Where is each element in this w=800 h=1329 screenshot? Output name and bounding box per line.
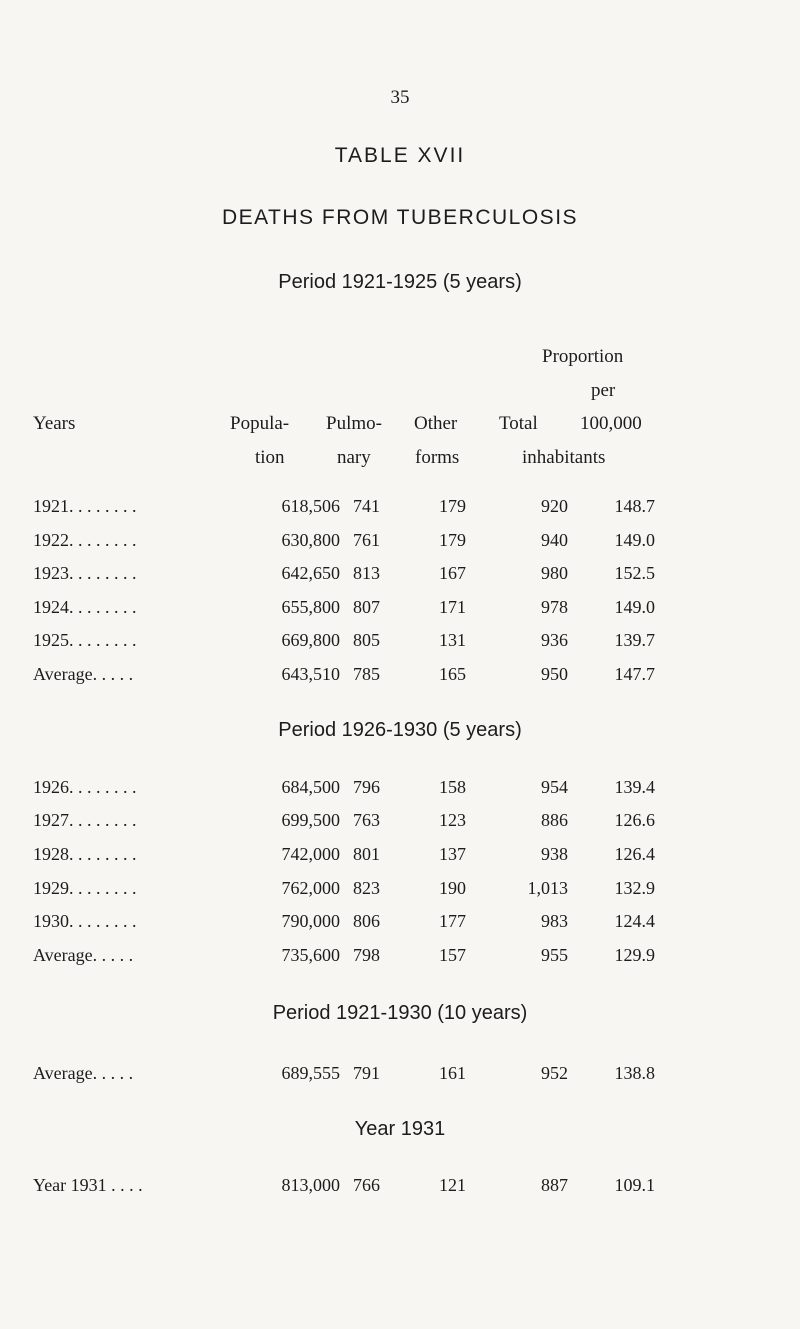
cell-other: 167 xyxy=(439,563,466,583)
table-row xyxy=(0,563,800,589)
cell-total: 955 xyxy=(541,945,568,965)
cell-population: 813,000 xyxy=(281,1175,340,1195)
cell-year: Average. . . . . xyxy=(33,945,134,965)
cell-proportion: 152.5 xyxy=(614,563,655,583)
cell-pulmonary: 807 xyxy=(353,597,380,617)
cell-pulmonary: 766 xyxy=(353,1175,380,1195)
cell-other: 161 xyxy=(439,1063,466,1083)
cell-year: Year 1931 . . . . xyxy=(33,1175,143,1195)
cell-year: 1924. . . . . . . . xyxy=(33,597,137,617)
header-proportion-1: Proportion xyxy=(542,346,624,367)
cell-proportion: 139.7 xyxy=(614,630,655,650)
table-row xyxy=(0,630,800,656)
cell-proportion: 126.4 xyxy=(614,844,655,864)
cell-other: 121 xyxy=(439,1175,466,1195)
page-number: 35 xyxy=(390,87,410,108)
table-title: DEATHS FROM TUBERCULOSIS xyxy=(221,206,579,229)
table-row xyxy=(0,777,800,803)
cell-other: 131 xyxy=(439,630,466,650)
header-population-1: Popula- xyxy=(230,413,290,434)
table-row xyxy=(0,810,800,836)
period-heading-1: Period 1921-1925 (5 years) xyxy=(278,271,522,293)
table-row xyxy=(0,911,800,937)
header-total: Total xyxy=(499,413,538,434)
cell-total: 887 xyxy=(541,1175,568,1195)
cell-pulmonary: 805 xyxy=(353,630,380,650)
cell-year: 1925. . . . . . . . xyxy=(33,630,137,650)
cell-year: 1921. . . . . . . . xyxy=(33,496,137,516)
cell-proportion: 124.4 xyxy=(614,911,655,931)
table-row xyxy=(0,1175,800,1201)
cell-proportion: 126.6 xyxy=(614,810,655,830)
table-row xyxy=(0,878,800,904)
cell-population: 669,800 xyxy=(281,630,340,650)
cell-population: 699,500 xyxy=(281,810,340,830)
table-row xyxy=(0,844,800,870)
cell-proportion: 109.1 xyxy=(614,1175,655,1195)
cell-pulmonary: 798 xyxy=(353,945,380,965)
cell-pulmonary: 761 xyxy=(353,530,380,550)
cell-total: 980 xyxy=(541,563,568,583)
cell-total: 920 xyxy=(541,496,568,516)
header-pulmonary-1: Pulmo- xyxy=(326,413,382,434)
cell-population: 689,555 xyxy=(281,1063,340,1083)
cell-total: 936 xyxy=(541,630,568,650)
cell-other: 179 xyxy=(439,530,466,550)
cell-other: 179 xyxy=(439,496,466,516)
table-row-average xyxy=(0,945,800,971)
cell-other: 157 xyxy=(439,945,466,965)
cell-population: 742,000 xyxy=(281,844,340,864)
table-row-average xyxy=(0,664,800,690)
cell-population: 655,800 xyxy=(281,597,340,617)
cell-population: 630,800 xyxy=(281,530,340,550)
cell-total: 940 xyxy=(541,530,568,550)
cell-year: 1923. . . . . . . . xyxy=(33,563,137,583)
cell-other: 171 xyxy=(439,597,466,617)
cell-other: 123 xyxy=(439,810,466,830)
header-other-1: Other xyxy=(414,413,458,434)
table-row xyxy=(0,496,800,522)
cell-total: 886 xyxy=(541,810,568,830)
cell-pulmonary: 741 xyxy=(353,496,380,516)
period-heading-2: Period 1926-1930 (5 years) xyxy=(278,719,522,741)
cell-year: 1930. . . . . . . . xyxy=(33,911,137,931)
table-row xyxy=(0,530,800,556)
cell-proportion: 148.7 xyxy=(614,496,655,516)
period-heading-3: Period 1921-1930 (10 years) xyxy=(272,1002,528,1024)
cell-total: 952 xyxy=(541,1063,568,1083)
cell-pulmonary: 813 xyxy=(353,563,380,583)
cell-year: 1928. . . . . . . . xyxy=(33,844,137,864)
cell-total: 954 xyxy=(541,777,568,797)
cell-proportion: 149.0 xyxy=(614,530,655,550)
cell-pulmonary: 796 xyxy=(353,777,380,797)
cell-total: 950 xyxy=(541,664,568,684)
header-pulmonary-2: nary xyxy=(337,447,371,468)
cell-other: 165 xyxy=(439,664,466,684)
cell-proportion: 138.8 xyxy=(614,1063,655,1083)
cell-total: 983 xyxy=(541,911,568,931)
cell-year: 1926. . . . . . . . xyxy=(33,777,137,797)
cell-pulmonary: 785 xyxy=(353,664,380,684)
cell-proportion: 132.9 xyxy=(614,878,655,898)
cell-year: Average. . . . . xyxy=(33,664,134,684)
cell-other: 177 xyxy=(439,911,466,931)
cell-pulmonary: 763 xyxy=(353,810,380,830)
cell-pulmonary: 823 xyxy=(353,878,380,898)
table-row-average xyxy=(0,1063,800,1089)
cell-total: 1,013 xyxy=(527,878,568,898)
cell-population: 618,506 xyxy=(281,496,340,516)
cell-population: 735,600 xyxy=(281,945,340,965)
header-proportion-3: 100,000 xyxy=(580,413,642,434)
cell-other: 190 xyxy=(439,878,466,898)
cell-other: 158 xyxy=(439,777,466,797)
table-row xyxy=(0,597,800,623)
cell-proportion: 129.9 xyxy=(614,945,655,965)
cell-year: Average. . . . . xyxy=(33,1063,134,1083)
period-heading-4: Year 1931 xyxy=(354,1118,446,1140)
cell-population: 643,510 xyxy=(281,664,340,684)
cell-population: 642,650 xyxy=(281,563,340,583)
cell-population: 790,000 xyxy=(281,911,340,931)
cell-population: 684,500 xyxy=(281,777,340,797)
cell-proportion: 147.7 xyxy=(614,664,655,684)
table-label: TABLE XVII xyxy=(334,144,466,167)
cell-pulmonary: 801 xyxy=(353,844,380,864)
cell-population: 762,000 xyxy=(281,878,340,898)
cell-proportion: 149.0 xyxy=(614,597,655,617)
cell-proportion: 139.4 xyxy=(614,777,655,797)
cell-year: 1929. . . . . . . . xyxy=(33,878,137,898)
header-proportion-4: inhabitants xyxy=(522,447,606,468)
cell-year: 1922. . . . . . . . xyxy=(33,530,137,550)
cell-total: 938 xyxy=(541,844,568,864)
cell-pulmonary: 791 xyxy=(353,1063,380,1083)
cell-pulmonary: 806 xyxy=(353,911,380,931)
header-years: Years xyxy=(33,413,76,434)
header-proportion-2: per xyxy=(591,380,616,401)
cell-total: 978 xyxy=(541,597,568,617)
header-population-2: tion xyxy=(255,447,285,468)
cell-other: 137 xyxy=(439,844,466,864)
cell-year: 1927. . . . . . . . xyxy=(33,810,137,830)
header-other-2: forms xyxy=(415,447,460,468)
